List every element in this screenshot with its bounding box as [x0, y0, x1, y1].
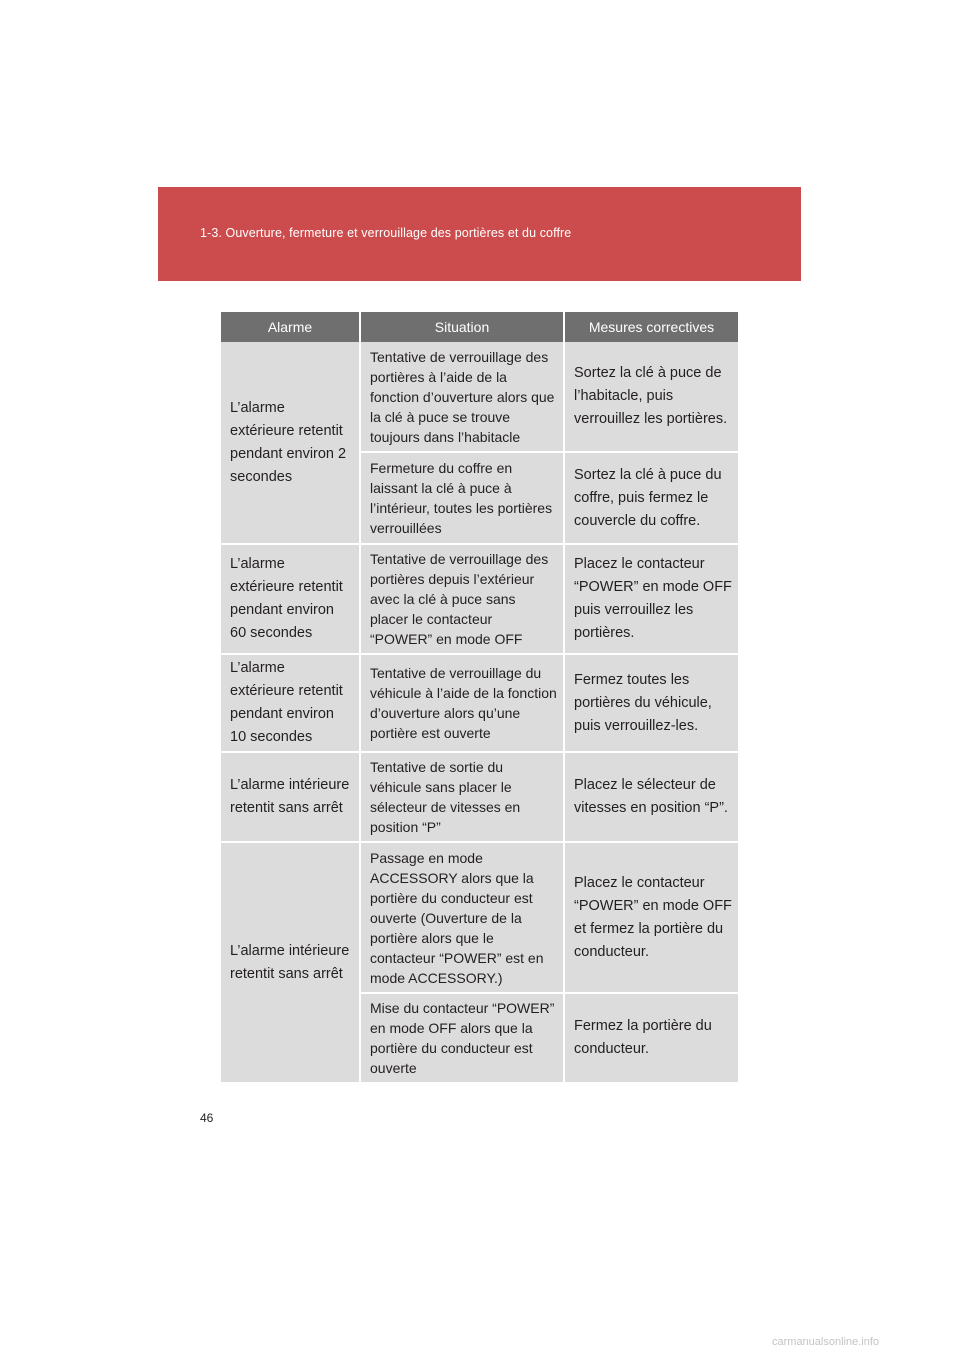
fix-cell: Sortez la clé à puce de l’habitacle, puis verrouillez les portières.	[564, 342, 738, 452]
fix-cell: Fermez toutes les portières du véhicule, puis verrouillez-les.	[564, 654, 738, 752]
column-header-mesures: Mesures correctives	[564, 312, 738, 342]
table-header-row	[221, 312, 738, 342]
alarm-cell: L’alarme extérieure retentit pendant environ 10 secondes	[221, 654, 360, 752]
table-row	[221, 544, 738, 654]
table-row	[221, 752, 738, 842]
fix-cell: Sortez la clé à puce du coffre, puis fermez le couvercle du coffre.	[564, 452, 738, 544]
table-row	[221, 342, 738, 452]
column-header-alarme: Alarme	[221, 312, 360, 342]
table-row	[221, 654, 738, 752]
fix-cell: Placez le sélecteur de vitesses en position “P”.	[564, 752, 738, 842]
situation-cell: Tentative de sortie du véhicule sans placer le sélecteur de vitesses en position “P”	[360, 752, 564, 842]
alarm-cell: L’alarme extérieure retentit pendant environ 2 secondes	[221, 342, 360, 544]
alarm-cell: L’alarme extérieure retentit pendant environ 60 secondes	[221, 544, 360, 654]
situation-cell: Tentative de verrouillage des portières à l’aide de la fonction d’ouverture alors que la clé à puce se trouve toujours dans l’habitacle	[360, 342, 564, 452]
table-row	[221, 842, 738, 993]
situation-cell: Passage en mode ACCESSORY alors que la portière du conducteur est ouverte (Ouverture de la portière alors que le contacteur “POWER” est en mode ACCESSORY.)	[360, 842, 564, 993]
watermark: carmanualsonline.info	[772, 1336, 880, 1348]
situation-cell: Fermeture du coffre en laissant la clé à puce à l’intérieur, toutes les portières verrouillées	[360, 452, 564, 544]
section-title: 1-3. Ouverture, fermeture et verrouillage des portières et du coffre	[200, 226, 572, 240]
alarm-cell: L’alarme intérieure retentit sans arrêt	[221, 842, 360, 1083]
situation-cell: Tentative de verrouillage du véhicule à l’aide de la fonction d’ouverture alors qu’une portière est ouverte	[360, 654, 564, 752]
situation-cell: Mise du contacteur “POWER” en mode OFF alors que la portière du conducteur est ouverte	[360, 993, 564, 1083]
column-header-situation: Situation	[360, 312, 564, 342]
fix-cell: Placez le contacteur “POWER” en mode OFF et fermez la portière du conducteur.	[564, 842, 738, 993]
situation-cell: Tentative de verrouillage des portières depuis l’extérieur avec la clé à puce sans placer le contacteur “POWER” en mode OFF	[360, 544, 564, 654]
fix-cell: Fermez la portière du conducteur.	[564, 993, 738, 1083]
fix-cell: Placez le contacteur “POWER” en mode OFF puis verrouillez les portières.	[564, 544, 738, 654]
section-header-band	[158, 187, 801, 281]
page-number: 46	[200, 1111, 214, 1125]
alarm-cell: L’alarme intérieure retentit sans arrêt	[221, 752, 360, 842]
alarm-table	[221, 312, 738, 1084]
